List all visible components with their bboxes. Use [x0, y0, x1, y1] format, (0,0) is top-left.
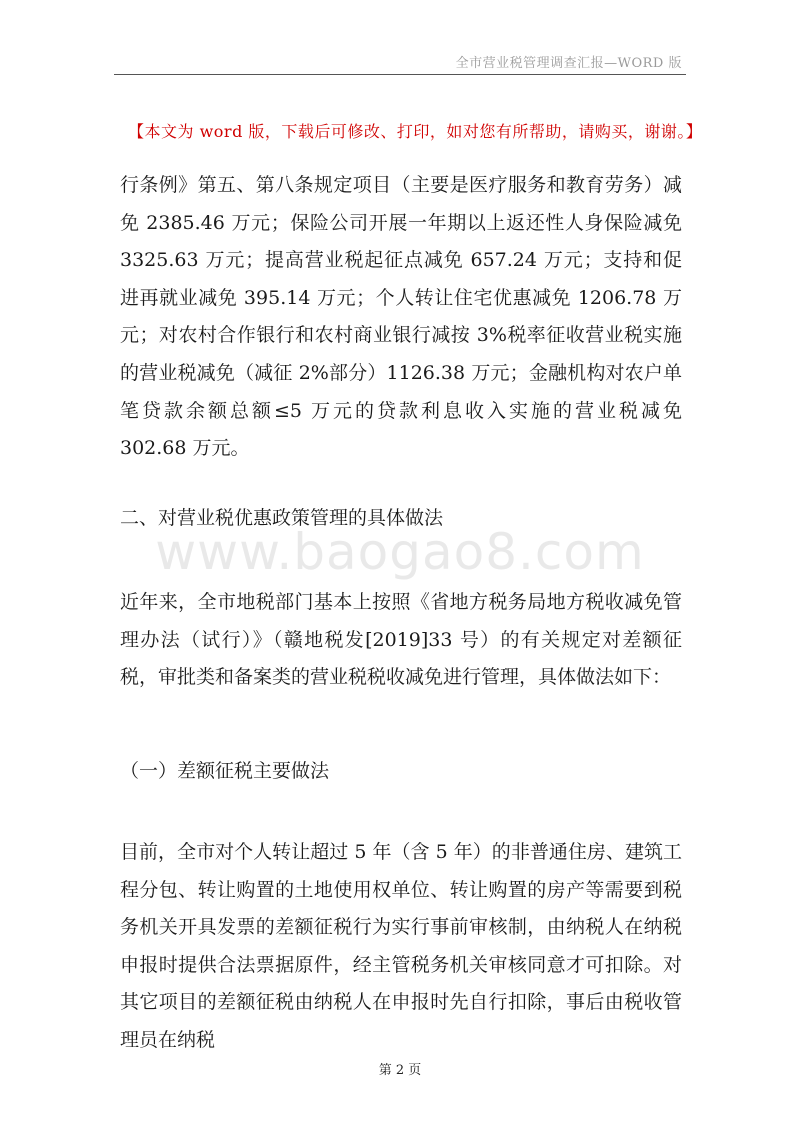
download-notice: 【本文为 word 版，下载后可修改、打印，如对您有所帮助，请购买，谢谢。】	[128, 122, 703, 141]
subsection-heading: （一）差额征税主要做法	[120, 760, 330, 782]
watermark: www.baogao8.com	[155, 523, 645, 581]
document-header-title: 全市营业税管理调查汇报—WORD 版	[455, 56, 682, 71]
body-paragraph: 近年来，全市地税部门基本上按照《省地方税务局地方税收减免管理办法（试行）》（赣地税发[2019]33 号）的有关规定对差额征税，审批类和备案类的营业税税收减免进行管理，具体做法如下：	[120, 591, 682, 689]
page-number: 第 2 页	[378, 1063, 422, 1078]
body-paragraph: 行条例》第五、第八条规定项目（主要是医疗服务和教育劳务）减免 2385.46 万元；保险公司开展一年期以上返还性人身保险减免 3325.63 万元；提高营业税起征点减免 657.24 万元；支持和促进再就业减免 395.14 万元；个人转让住宅优惠减免 1206.78 万元；对农村合作银行和农村商业银行减按 3%税率征收营业税实施的营业税减免（减征 2%部分）1126.38 万元；金融机构对农户单笔贷款余额总额≤5 万元的贷款利息收入实施的营业税减免 302.68 万元。	[120, 174, 682, 460]
body-paragraph: 目前，全市对个人转让超过 5 年（含 5 年）的非普通住房、建筑工程分包、转让购置的土地使用权单位、转让购置的房产等需要到税务机关开具发票的差额征税行为实行事前审核制，由纳税人在纳税申报时提供合法票据原件，经主管税务机关审核同意才可扣除。对其它项目的差额征税由纳税人在申报时先自行扣除，事后由税收管理员在纳税	[120, 841, 682, 1051]
header-divider	[114, 74, 686, 75]
section-heading: 二、对营业税优惠政策管理的具体做法	[120, 507, 444, 529]
